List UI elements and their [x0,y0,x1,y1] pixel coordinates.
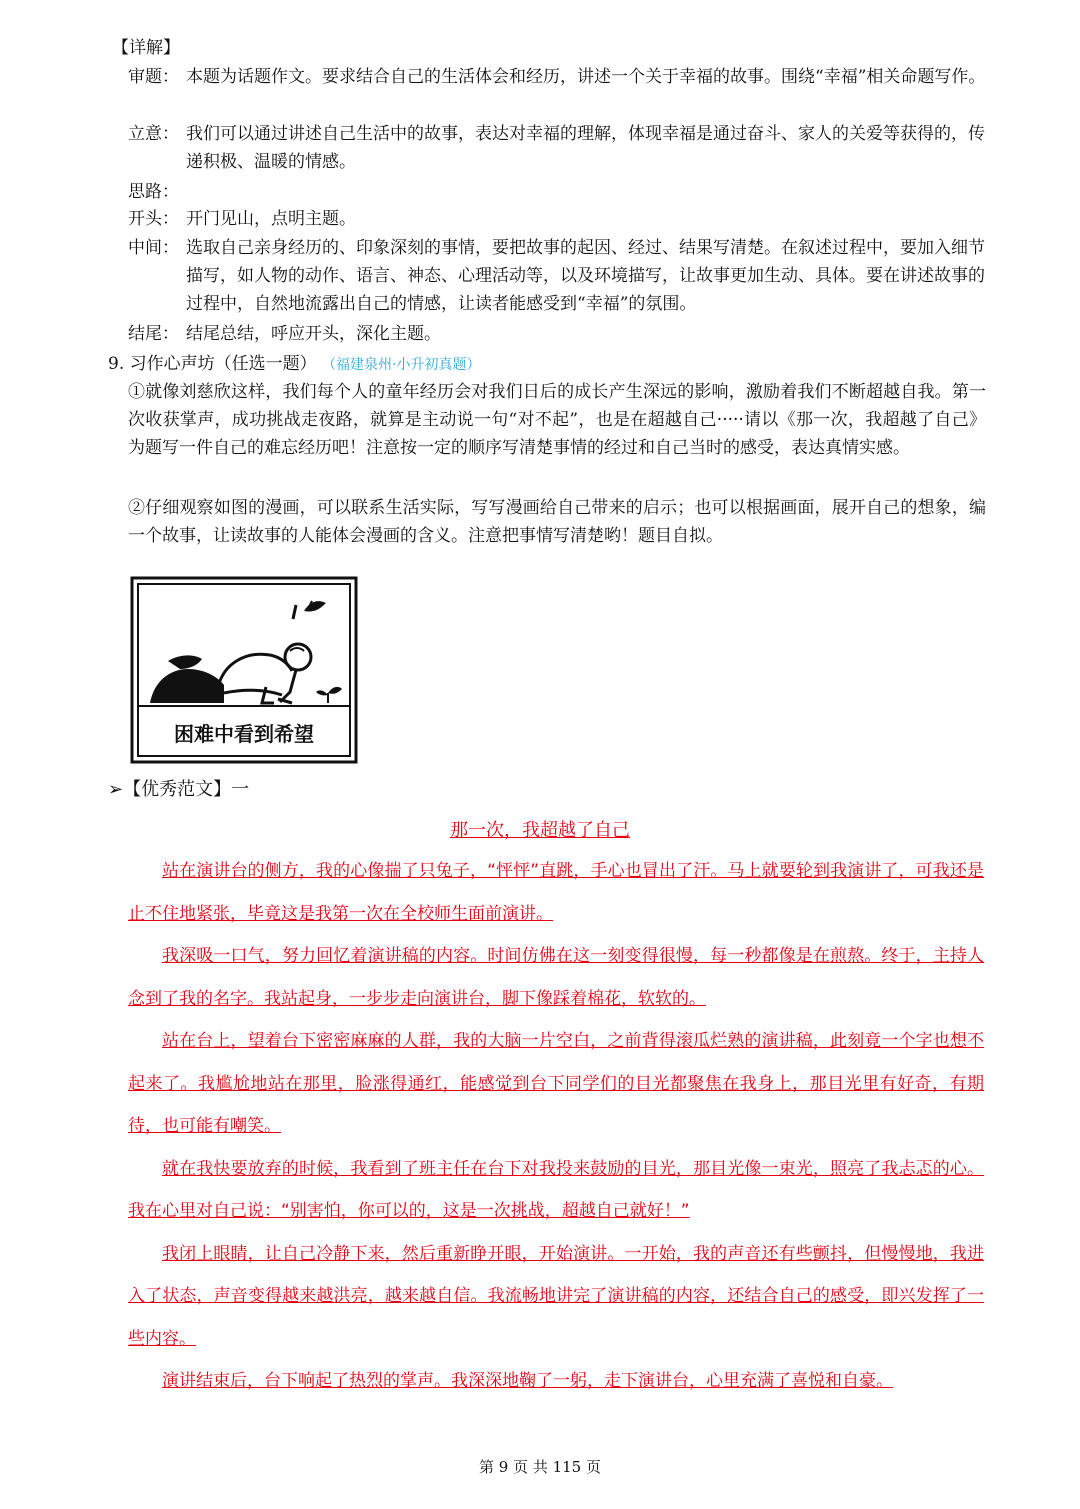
essay-paragraph: 我深吸一口气，努力回忆着演讲稿的内容。时间仿佛在这一刻变得很慢，每一秒都像是在煎熬。终于，主持人念到了我的名字。我站起身，一步步走向演讲台，脚下像踩着棉花，软软的。 [128,946,984,1009]
question-number: 9. [108,354,125,374]
li-yi-block [128,120,988,176]
essay-paragraph: 就在我快要放弃的时候，我看到了班主任在台下对我投来鼓励的目光，那目光像一束光，照亮了我忐忑的心。我在心里对自己说：“别害怕，你可以的，这是一次挑战，超越自己就好！” [128,1158,984,1221]
essay-paragraph: 演讲结束后，台下响起了热烈的掌声。我深深地鞠了一躬，走下演讲台，心里充满了喜悦和自豪。 [162,1371,893,1391]
shen-ti-label: 审题： [128,67,179,87]
zhong-jian-text: 选取自己亲身经历的、印象深刻的事情，要把故事的起因、经过、结果写清楚。在叙述过程中，要加入细节描写，如人物的动作、语言、神态、心理活动等，以及环境描写，让故事更加生动、具体。要在讲述故事的过程中，自然地流露出自己的情感，让读者能感受到“幸福”的氛围。 [186,238,985,314]
analysis-heading: 【详解】 [112,38,180,58]
jie-wei-block [128,320,988,348]
question-option-2: ②仔细观察如图的漫画，可以联系生活实际，写写漫画给自己带来的启示；也可以根据画面，展开自己的想象，编一个故事，让读故事的人能体会漫画的含义。注意把事情写清楚哟！题目自拟。 [128,498,986,546]
shen-ti-text: 本题为话题作文。要求结合自己的生活体会和经历，讲述一个关于幸福的故事。围绕“幸福”相关命题写作。 [186,67,986,87]
question-option-1: ①就像刘慈欣这样，我们每个人的童年经历会对我们日后的成长产生深远的影响，激励着我们不断超越自我。第一次收获掌声，成功挑战走夜路，就算是主动说一句“对不起”，也是在超越自己·····请以《那一次，我超越了自己》为题写一件自己的难忘经历吧！注意按一定的顺序写清楚事情的经过和自己当时的感受，表达真情实感。 [128,382,986,458]
essay-paragraph: 站在演讲台的侧方，我的心像揣了只兔子，“怦怦”直跳，手心也冒出了汗。马上就要轮到我演讲了，可我还是止不住地紧张，毕竟这是我第一次在全校师生面前演讲。 [128,861,984,924]
question-title: 习作心声坊（任选一题） [129,354,317,374]
essay-title: 那一次，我超越了自己 [450,820,630,841]
page-footer: 第 9 页 共 115 页 [478,1458,601,1476]
cartoon-drawing [128,575,360,767]
essay-paragraph: 我闭上眼睛，让自己冷静下来，然后重新睁开眼，开始演讲。一开始，我的声音还有些颤抖，但慢慢地，我进入了状态，声音变得越来越洪亮，越来越自信。我流畅地讲完了演讲稿的内容，还结合自己的感受，即兴发挥了一些内容。 [128,1243,984,1349]
essay-paragraph: 站在台上，望着台下密密麻麻的人群，我的大脑一片空白，之前背得滚瓜烂熟的演讲稿，此刻竟一个字也想不起来了。我尴尬地站在那里，脸涨得通红，能感觉到台下同学们的目光都聚焦在我身上，那目光里有好奇，有期待，也可能有嘲笑。 [128,1031,984,1136]
jie-wei-text: 结尾总结，呼应开头，深化主题。 [186,324,441,344]
sample-heading: ➢【优秀范文】一 [108,779,250,800]
kai-tou-label: 开头： [128,209,179,229]
kai-tou-text: 开门见山，点明主题。 [186,209,356,229]
question-source: （福建泉州·小升初真题） [322,357,481,373]
si-lu-label: 思路： [128,182,179,202]
shen-ti-block [128,63,988,119]
jie-wei-label: 结尾： [128,324,179,344]
kai-tou-block [128,205,988,233]
cartoon-illustration [128,575,360,767]
essay-body [128,850,984,1403]
zhong-jian-label: 中间： [128,238,179,258]
li-yi-label: 立意： [128,124,179,144]
cartoon-caption: 困难中看到希望 [174,722,314,746]
zhong-jian-block [128,234,988,318]
question-heading [108,352,481,377]
li-yi-text: 我们可以通过讲述自己生活中的故事，表达对幸福的理解，体现幸福是通过奋斗、家人的关爱等获得的，传递积极、温暖的情感。 [186,124,985,172]
